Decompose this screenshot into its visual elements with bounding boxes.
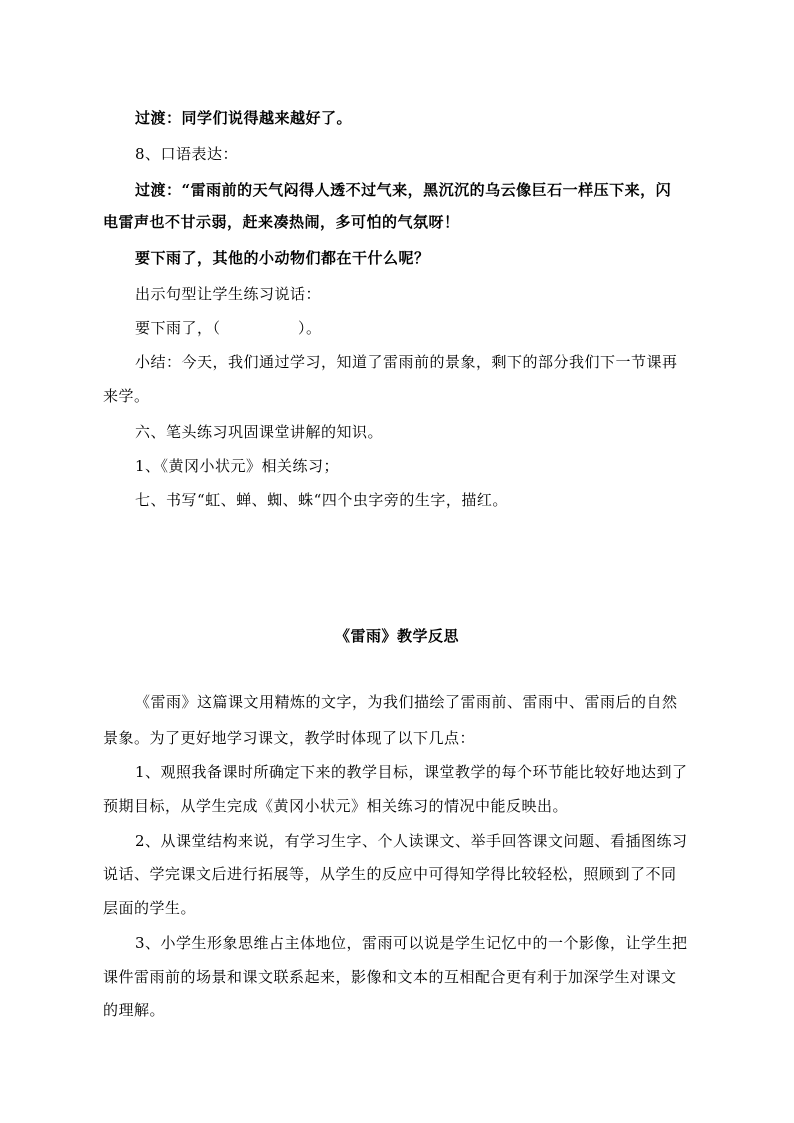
- point-2-line-1: 2、从课堂结构来说，有学习生字、个人读课文、举手回答课文问题、看插图练习: [135, 832, 688, 850]
- point-2-line-2: 说话、学完课文后进行拓展等，从学生的反应中可得知学得比较轻松，照顾到了不同: [103, 865, 677, 883]
- intro-line-1: 《雷雨》这篇课文用精炼的文字，为我们描绘了雷雨前、雷雨中、雷雨后的自然: [135, 693, 678, 711]
- transition-paragraph-line-2: 电雷声也不甘示弱，赶来凑热闹，多可怕的气氛呀！: [103, 213, 460, 231]
- point-3-line-3: 的理解。: [103, 1001, 166, 1019]
- point-3-line-2: 课件雷雨前的场景和课文联系起来，影像和文本的互相配合更有利于加深学生对课文: [103, 968, 677, 986]
- point-3-line-1: 3、小学生形象思维占主体地位，雷雨可以说是学生记忆中的一个影像，让学生把: [135, 934, 688, 952]
- instruction-text: 出示句型让学生练习说话：: [135, 285, 322, 303]
- point-1-line-2: 预期目标，从学生完成《黄冈小状元》相关练习的情况中能反映出。: [103, 797, 569, 815]
- transition-text: 过渡：同学们说得越来越好了。: [135, 109, 353, 127]
- sentence-pattern: 要下雨了，（ ）。: [135, 319, 322, 337]
- page-title: 《雷雨》教学反思: [334, 627, 459, 645]
- point-2-line-3: 层面的学生。: [103, 899, 197, 917]
- summary-line-2: 来学。: [103, 387, 150, 405]
- step-7-heading: 七、书写“虹、蝉、蜘、蛛“四个虫字旁的生字，描红。: [135, 491, 508, 509]
- item-8-heading: 8、口语表达：: [135, 145, 239, 163]
- intro-line-2: 景象。为了更好地学习课文，教学时体现了以下几点：: [103, 729, 476, 747]
- step-6-heading: 六、笔头练习巩固课堂讲解的知识。: [135, 423, 384, 441]
- transition-paragraph-line-1: 过渡：“雷雨前的天气闷得人透不过气来，黑沉沉的乌云像巨石一样压下来，闪: [135, 181, 672, 199]
- point-1-line-1: 1、观照我备课时所确定下来的教学目标，课堂教学的每个环节能比较好地达到了: [135, 763, 688, 781]
- step-6-item-1: 1、《黄冈小状元》相关练习；: [135, 457, 340, 475]
- question-text: 要下雨了，其他的小动物们都在干什么呢？: [135, 249, 430, 267]
- summary-line-1: 小结：今天，我们通过学习，知道了雷雨前的景象，剩下的部分我们下一节课再: [135, 353, 678, 371]
